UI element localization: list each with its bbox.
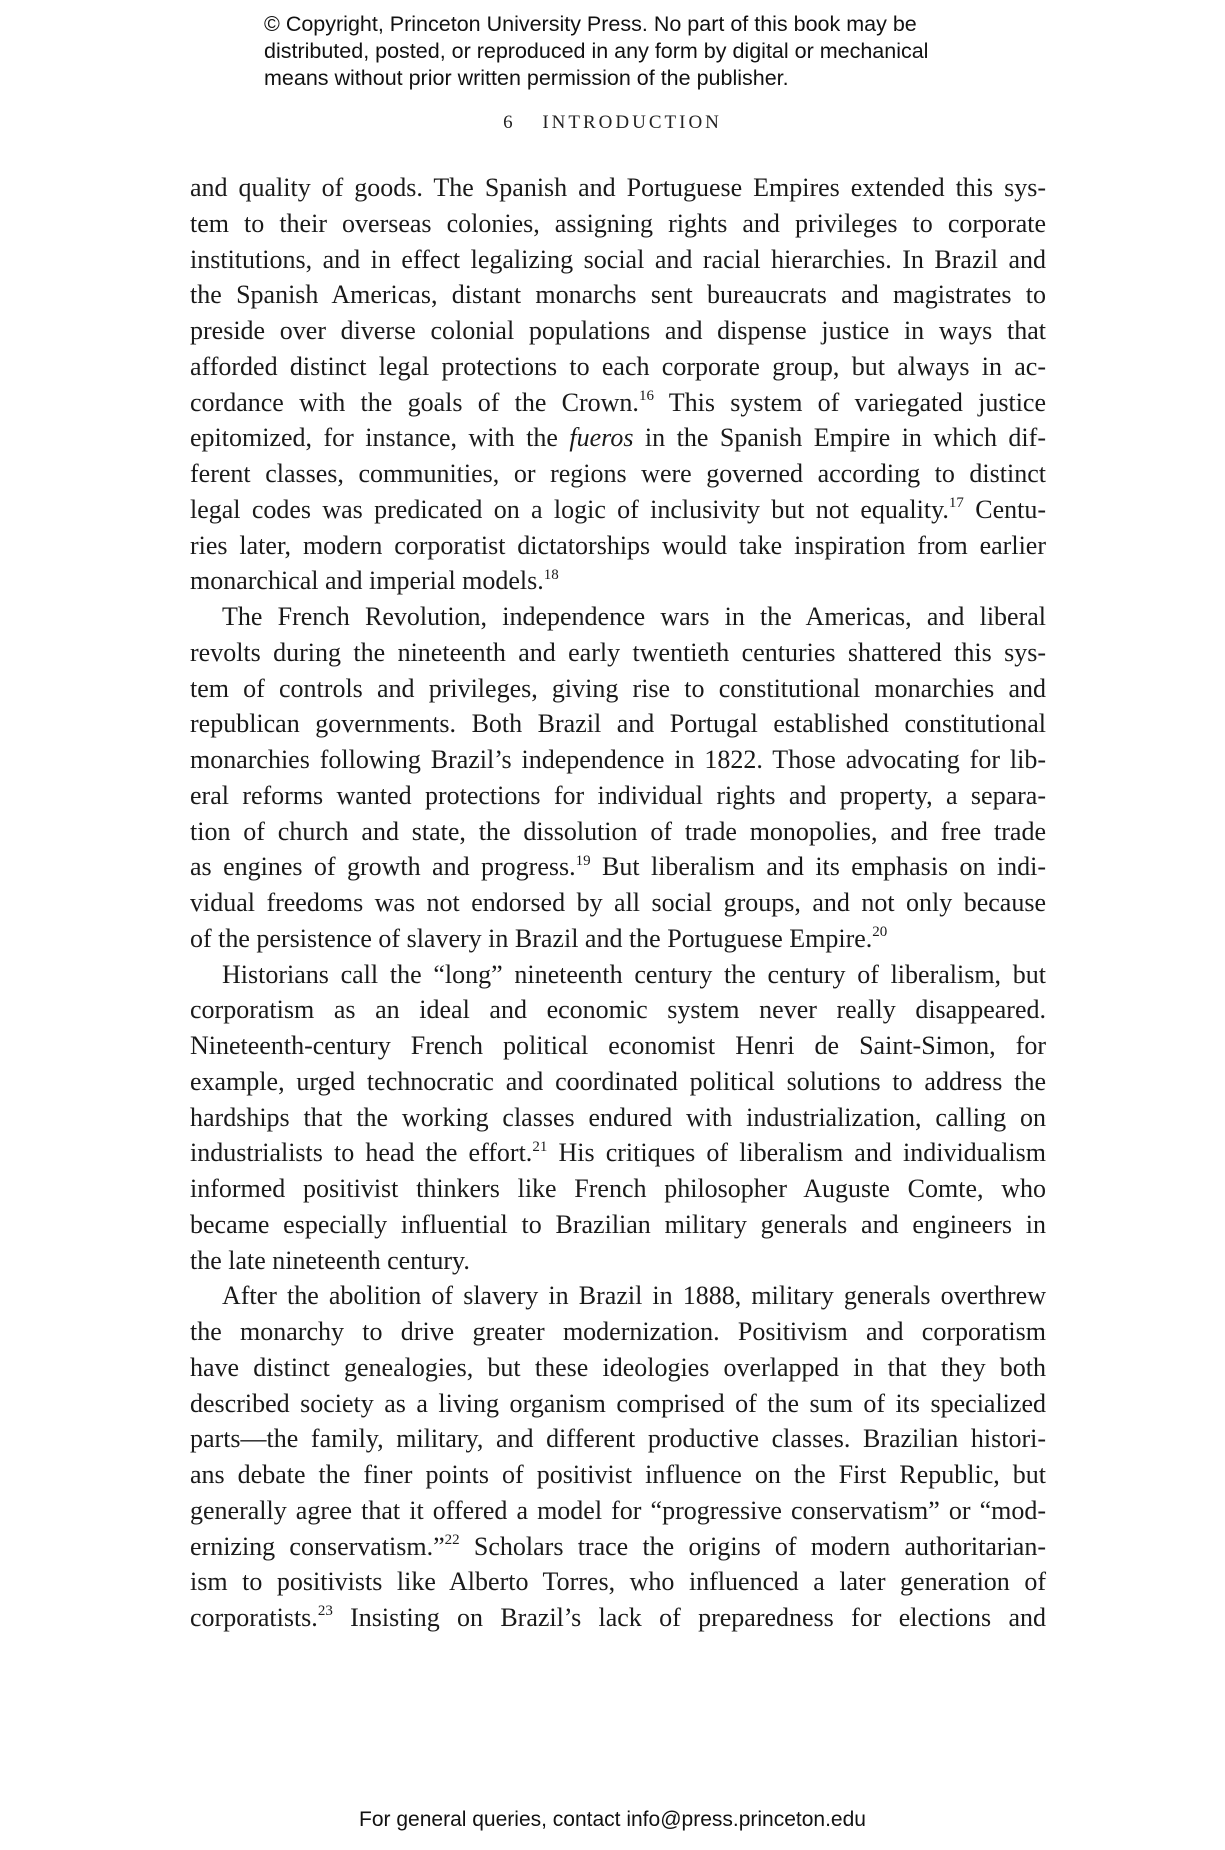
line-text: This system of variegated justice [653, 387, 1046, 417]
text-line [190, 814, 1046, 850]
footnote-marker[interactable]: 19 [575, 852, 591, 869]
footnote-marker[interactable]: 21 [532, 1138, 548, 1155]
line-text: His critiques of liberalism and individualism [547, 1138, 1046, 1168]
paragraph [190, 1278, 1046, 1636]
text-line [190, 206, 1046, 242]
line-text: ans debate the finer points of positivist influence on the First Republic, but [190, 1460, 1046, 1489]
footnote-marker[interactable]: 17 [948, 495, 964, 512]
text-line [190, 1529, 1046, 1565]
text-line [190, 706, 1046, 742]
text-line [190, 1350, 1046, 1386]
paragraph [190, 957, 1046, 1279]
text-line [190, 1457, 1046, 1493]
line-text: But liberalism and its emphasis on indi- [590, 852, 1046, 882]
line-text: tem to their overseas colonies, assigning rights and privileges to corporate [190, 208, 1046, 238]
line-text: described society as a living organism comprised of the sum of its specialized [190, 1388, 1046, 1418]
text-line [190, 1135, 1046, 1171]
copyright-line: means without prior written permission of the publisher. [264, 66, 789, 90]
line-text: corporatists. [190, 1603, 318, 1632]
line-text: legal codes was predicated on a logic of inclusivity but not equality. [190, 494, 949, 524]
body-text [190, 170, 1046, 1636]
line-text: hardships that the working classes endured with industrialization, calling on [190, 1102, 1046, 1132]
text-line [190, 1600, 1046, 1636]
text-line [190, 778, 1046, 814]
line-text: ferent classes, communities, or regions were governed according to distinct [190, 459, 1046, 488]
line-text: in the Spanish Empire in which dif- [633, 423, 1046, 453]
line-text: republican governments. Both Brazil and Portugal established constitutional [190, 709, 1046, 739]
line-text: the late nineteenth century. [190, 1245, 470, 1275]
line-text: revolts during the nineteenth and early twentieth centuries shattered this sys- [190, 637, 1046, 667]
text-line [190, 885, 1046, 921]
line-text: example, urged technocratic and coordinated political solutions to address the [190, 1066, 1046, 1096]
text-line [190, 992, 1046, 1028]
line-text: afforded distinct legal protections to each corporate group, but always in ac- [190, 351, 1046, 381]
line-text: monarchical and imperial models. [190, 566, 544, 596]
line-text: became especially influential to Brazilian military generals and engineers in [190, 1209, 1046, 1239]
footnote-marker[interactable]: 20 [872, 924, 888, 941]
line-text: ries later, modern corporatist dictatorships would take inspiration from earlier [190, 530, 1046, 560]
text-line [190, 1421, 1046, 1457]
text-line [190, 1100, 1046, 1136]
line-text: informed positivist thinkers like French philosopher Auguste Comte, who [190, 1174, 1046, 1203]
line-text: tem of controls and privileges, giving rise to constitutional monarchies and [190, 673, 1046, 703]
line-text: ism to positivists like Alberto Torres, who influenced a later generation of [190, 1567, 1046, 1597]
page-number: 6 [503, 112, 513, 133]
line-text: The French Revolution, independence wars in the Americas, and liberal [222, 602, 1046, 631]
text-line [190, 277, 1046, 313]
text-line [190, 957, 1046, 993]
line-text: ernizing conservatism.” [190, 1531, 445, 1561]
copyright-line: © Copyright, Princeton University Press. No part of this book may be [264, 12, 917, 36]
line-text: industrialists to head the effort. [190, 1138, 533, 1168]
text-line [190, 349, 1046, 385]
text-line [190, 492, 1046, 528]
footer-contact: For general queries, contact info@press.princeton.edu [359, 1808, 866, 1831]
text-line [190, 170, 1046, 206]
line-text: and quality of goods. The Spanish and Portuguese Empires extended this sys- [190, 173, 1046, 202]
line-text: Nineteenth-century French political economist Henri de Saint-Simon, for [190, 1031, 1046, 1060]
text-line [190, 1314, 1046, 1350]
running-head [0, 112, 1225, 134]
text-line [190, 528, 1046, 564]
copyright-notice [264, 11, 1024, 92]
paragraph [190, 599, 1046, 957]
text-line [190, 456, 1046, 492]
line-text: Scholars trace the origins of modern authoritarian- [459, 1531, 1046, 1561]
paragraph [190, 170, 1046, 599]
italic-term: fueros [569, 423, 634, 453]
text-line [190, 1028, 1046, 1064]
text-line [190, 599, 1046, 635]
line-text: corporatism as an ideal and economic system never really disappeared. [190, 995, 1046, 1025]
line-text: monarchies following Brazil’s independence in 1822. Those advocating for lib- [190, 745, 1046, 774]
text-line [190, 671, 1046, 707]
line-text: generally agree that it offered a model for “progressive conservatism” or “mod- [190, 1495, 1046, 1525]
text-line [190, 385, 1046, 421]
line-text: cordance with the goals of the Crown. [190, 387, 639, 417]
line-text: preside over diverse colonial populations and dispense justice in ways that [190, 316, 1046, 345]
text-line [190, 1493, 1046, 1529]
text-line [190, 1278, 1046, 1314]
section-title: INTRODUCTION [542, 112, 722, 133]
line-text: the monarchy to drive greater modernization. Positivism and corporatism [190, 1317, 1046, 1346]
text-line [190, 1064, 1046, 1100]
line-text: as engines of growth and progress. [190, 852, 576, 882]
line-text: tion of church and state, the dissolution of trade monopolies, and free trade [190, 816, 1046, 846]
text-line [190, 420, 1046, 456]
text-line [190, 742, 1046, 778]
line-text: Historians call the “long” nineteenth century the century of liberalism, but [222, 959, 1046, 989]
footnote-marker[interactable]: 16 [638, 387, 654, 404]
line-text: epitomized, for instance, with the [190, 423, 570, 453]
text-line [190, 1207, 1046, 1243]
copyright-line: distributed, posted, or reproduced in any form by digital or mechanical [264, 39, 929, 63]
line-text: the Spanish Americas, distant monarchs sent bureaucrats and magistrates to [190, 280, 1046, 310]
text-line [190, 242, 1046, 278]
text-line [190, 921, 1046, 957]
line-text: Centu- [963, 494, 1047, 524]
line-text: of the persistence of slavery in Brazil and the Portuguese Empire. [190, 923, 873, 953]
text-line [190, 1564, 1046, 1600]
line-text: vidual freedoms was not endorsed by all social groups, and not only because [190, 888, 1046, 917]
line-text: After the abolition of slavery in Brazil in 1888, military generals overthrew [222, 1281, 1046, 1311]
text-line [190, 1386, 1046, 1422]
text-line [190, 313, 1046, 349]
line-text: eral reforms wanted protections for individual rights and property, a separa- [190, 780, 1046, 810]
text-line [190, 1171, 1046, 1207]
footnote-marker[interactable]: 23 [317, 1603, 333, 1620]
line-text: parts—the family, military, and different productive classes. Brazilian histori- [190, 1424, 1046, 1454]
line-text: Insisting on Brazil’s lack of preparedness for elections and [332, 1603, 1046, 1632]
line-text: have distinct genealogies, but these ideologies overlapped in that they both [190, 1352, 1046, 1382]
text-line [190, 563, 1046, 599]
text-line [190, 1243, 1046, 1279]
text-line [190, 849, 1046, 885]
footnote-marker[interactable]: 22 [444, 1531, 460, 1548]
footnote-marker[interactable]: 18 [543, 566, 559, 583]
text-line [190, 635, 1046, 671]
line-text: institutions, and in effect legalizing social and racial hierarchies. In Brazil and [190, 244, 1046, 274]
